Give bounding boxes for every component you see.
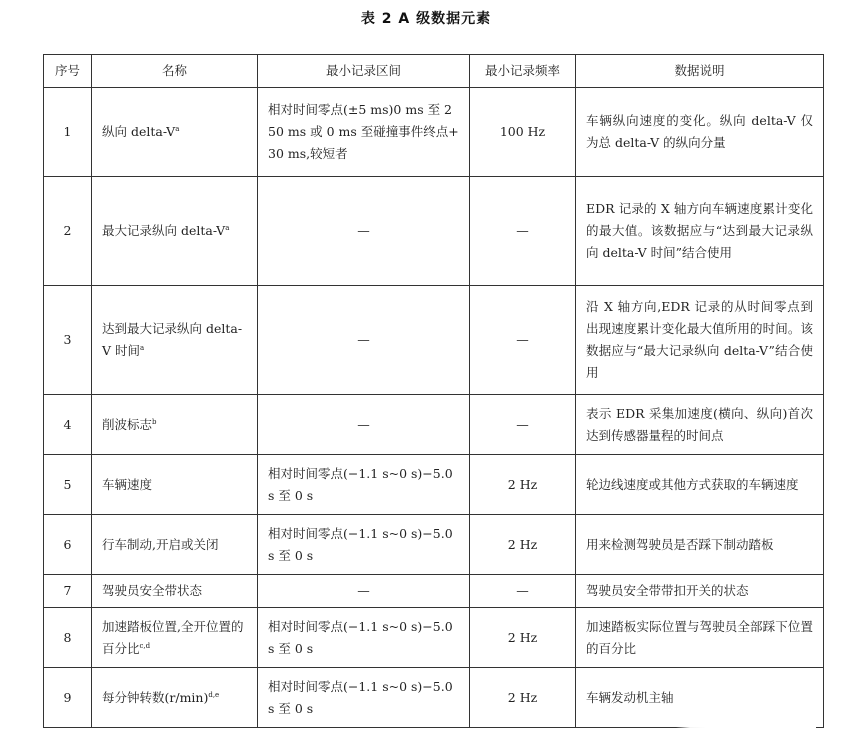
row-frequency: 2 Hz: [470, 515, 576, 575]
row-name: [92, 608, 258, 668]
name-text: 纵向 delta-V: [102, 124, 176, 139]
row-name: [92, 177, 258, 286]
row-range: —: [258, 286, 470, 395]
row-range: —: [258, 395, 470, 455]
footnote-mark: c,d: [139, 641, 151, 650]
row-name: [92, 286, 258, 395]
header-range: 最小记录区间: [258, 55, 470, 88]
footnote-mark: d,e: [208, 690, 220, 699]
row-number: 2: [44, 177, 92, 286]
name-text: 行车制动,开启或关闭: [102, 536, 219, 552]
table-row: [44, 395, 824, 455]
table-row: [44, 177, 824, 286]
row-number: 6: [44, 515, 92, 575]
table-row: [44, 88, 824, 177]
row-number: 9: [44, 668, 92, 728]
row-frequency: 2 Hz: [470, 455, 576, 515]
name-text: 加速踏板位置,全开位置的百分比: [102, 618, 244, 656]
table-row: [44, 575, 824, 608]
row-range: —: [258, 177, 470, 286]
footnote-mark: a: [140, 343, 145, 352]
row-frequency: 2 Hz: [470, 608, 576, 668]
row-range: —: [258, 575, 470, 608]
row-description: EDR 记录的 X 轴方向车辆速度累计变化的最大值。该数据应与“达到最大记录纵向 delta-V 时间”结合使用: [576, 177, 824, 286]
row-number: 7: [44, 575, 92, 608]
row-frequency: —: [470, 177, 576, 286]
row-number: 4: [44, 395, 92, 455]
header-freq: 最小记录频率: [470, 55, 576, 88]
data-elements-table: [43, 54, 824, 728]
row-description: 表示 EDR 采集加速度(横向、纵向)首次达到传感器量程的时间点: [576, 395, 824, 455]
footnote-mark: a: [225, 223, 230, 232]
row-name: [92, 88, 258, 177]
row-range: 相对时间零点(−1.1 s~0 s)−5.0 s 至 0 s: [258, 455, 470, 515]
row-frequency: —: [470, 575, 576, 608]
row-frequency: —: [470, 286, 576, 395]
name-text: 每分钟转数(r/min): [102, 689, 209, 705]
header-name: 名称: [92, 55, 258, 88]
row-number: 1: [44, 88, 92, 177]
name-text: 达到最大记录纵向 delta-V 时间: [102, 321, 243, 358]
table-caption: 表 2 A 级数据元素: [360, 11, 492, 27]
row-description: 轮边线速度或其他方式获取的车辆速度: [576, 455, 824, 515]
name-text: 车辆速度: [102, 476, 153, 492]
row-number: 5: [44, 455, 92, 515]
row-name: [92, 668, 258, 728]
footnote-mark: a: [175, 124, 180, 133]
row-description: 驾驶员安全带带扣开关的状态: [576, 575, 824, 608]
row-description: 车辆纵向速度的变化。纵向 delta-V 仅为总 delta-V 的纵向分量: [576, 88, 824, 177]
name-text: 最大记录纵向 delta-V: [102, 223, 226, 238]
table-row: [44, 455, 824, 515]
row-range: 相对时间零点(−1.1 s~0 s)−5.0 s 至 0 s: [258, 608, 470, 668]
row-name: [92, 515, 258, 575]
table-row: [44, 608, 824, 668]
row-frequency: —: [470, 395, 576, 455]
row-range: 相对时间零点(−1.1 s~0 s)−5.0 s 至 0 s: [258, 515, 470, 575]
row-description: 车辆发动机主轴: [576, 668, 824, 728]
row-frequency: 2 Hz: [470, 668, 576, 728]
row-name: [92, 395, 258, 455]
footnote-mark: b: [152, 417, 157, 426]
row-frequency: 100 Hz: [470, 88, 576, 177]
row-description: 加速踏板实际位置与驾驶员全部踩下位置的百分比: [576, 608, 824, 668]
row-range: 相对时间零点(±5 ms)0 ms 至 250 ms 或 0 ms 至碰撞事件终点+30 ms,较短者: [258, 88, 470, 177]
cropped-text-fade: [676, 682, 816, 732]
header-no: 序号: [44, 55, 92, 88]
row-range: 相对时间零点(−1.1 s~0 s)−5.0 s 至 0 s: [258, 668, 470, 728]
header-row: [44, 55, 824, 88]
row-number: 8: [44, 608, 92, 668]
name-text: 驾驶员安全带状态: [102, 583, 203, 598]
table-row: [44, 515, 824, 575]
name-text: 削波标志: [102, 416, 153, 432]
row-number: 3: [44, 286, 92, 395]
row-name: [92, 575, 258, 608]
row-description: 沿 X 轴方向,EDR 记录的从时间零点到出现速度累计变化最大值所用的时间。该数据应与“最大记录纵向 delta-V”结合使用: [576, 286, 824, 395]
row-description: 用来检测驾驶员是否踩下制动踏板: [576, 515, 824, 575]
header-desc: 数据说明: [576, 55, 824, 88]
table-row: [44, 286, 824, 395]
row-name: [92, 455, 258, 515]
